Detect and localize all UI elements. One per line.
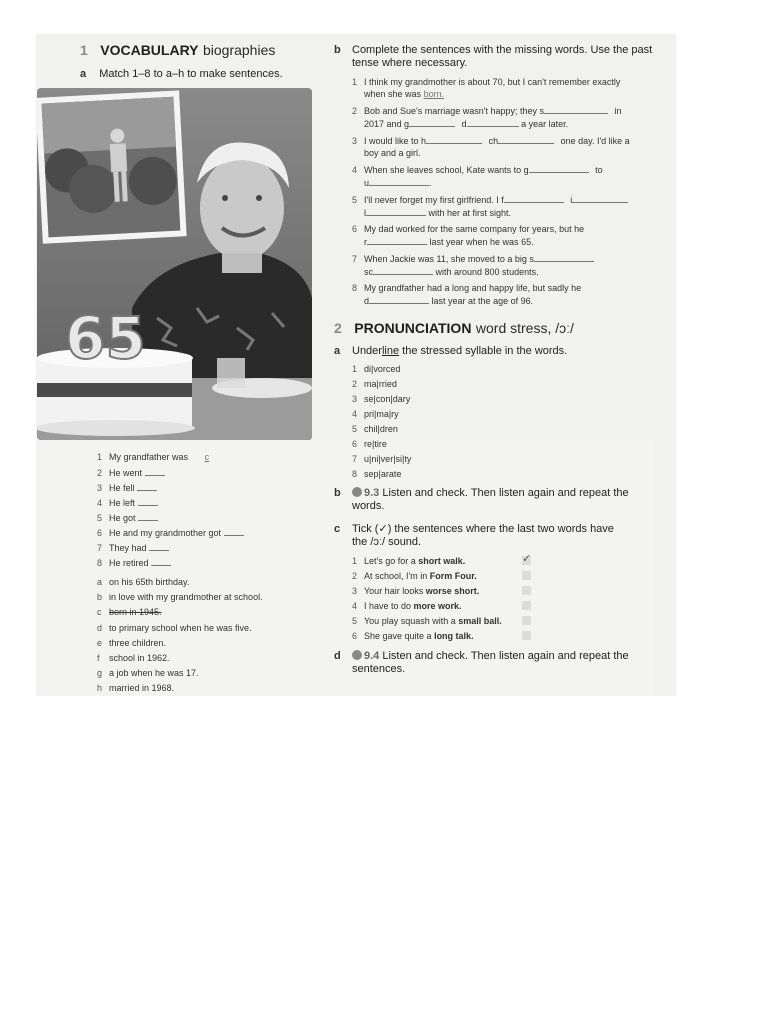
tick-box[interactable]: [522, 601, 531, 610]
section2-d-instruction: Listen and check. Then listen again and repeat the sentences.: [352, 650, 629, 675]
word-retire[interactable]: re|tire: [364, 439, 387, 449]
list-item: 3 He fell: [97, 481, 317, 496]
section2-a-instruction: Underline the stressed syllable in the words.: [352, 345, 568, 357]
tick-box[interactable]: [522, 586, 531, 595]
answer-blank[interactable]: [137, 481, 157, 491]
section1-a-list: [97, 451, 317, 571]
section1-b-letter: b: [334, 44, 341, 56]
answer-blank[interactable]: [504, 193, 564, 203]
word-separate[interactable]: sep|arate: [364, 469, 402, 479]
answer-blank[interactable]: [138, 496, 158, 506]
list-item: 4 He left: [97, 496, 317, 511]
list-item: b in love with my grandmother at school.: [97, 592, 263, 603]
answer-blank[interactable]: [529, 163, 589, 173]
answer-blank[interactable]: [151, 556, 171, 566]
sentence-5: 5 I'll never forget my first girlfriend. I f i l with her at first sight.: [352, 193, 670, 219]
list-item: 1 Let's go for a short walk. ✓: [352, 553, 532, 566]
word-university[interactable]: u|ni|ver|si|ty: [364, 454, 412, 464]
section2-c-list: [352, 555, 552, 645]
section1-b-instruction: Complete the sentences with the missing words. Use the past tense where necessary.: [352, 44, 653, 69]
sentence-6: 6 My dad worked for the same company for years, but he r last year when he was 65.: [352, 224, 585, 247]
list-item: 3 Your hair looks worse short.: [352, 585, 552, 600]
list-item: 2 At school, I'm in Form Four.: [352, 570, 552, 585]
sentence-2: 2 Bob and Sue's marriage wasn't happy; they s in 2017 and g d a year later.: [352, 106, 622, 129]
list-item: 8 He retired: [97, 556, 317, 571]
list-item: 1 di|vorced: [352, 364, 401, 374]
section1-a-instruction-row: [80, 68, 283, 81]
section1-a-endings: [97, 576, 327, 698]
section1-title: VOCABULARY: [100, 42, 199, 58]
answer-blank[interactable]: [498, 134, 554, 144]
section1-subtitle: biographies: [202, 42, 276, 58]
track-number: 9.4: [364, 650, 380, 662]
answer-blank[interactable]: [426, 134, 482, 144]
answer-blank[interactable]: [149, 541, 169, 551]
section2-d-letter: d: [334, 650, 341, 662]
list-item: a on his 65th birthday.: [97, 577, 190, 587]
tick-icon: ✓: [522, 553, 532, 565]
audio-speaker-icon[interactable]: [352, 487, 362, 497]
tick-box[interactable]: [522, 631, 531, 640]
list-item: d to primary school when he was five.: [97, 622, 252, 633]
cake-candles-65: 65: [65, 304, 146, 372]
list-item: 5 He got: [97, 511, 317, 526]
list-item: 4 pri|ma|ry: [352, 409, 399, 419]
section2-b-letter: b: [334, 487, 341, 499]
word-primary[interactable]: pri|ma|ry: [364, 409, 399, 419]
list-item: 7 They had: [97, 541, 317, 556]
list-item: 4 I have to do more work.: [352, 600, 552, 615]
tick-box[interactable]: [522, 571, 531, 580]
answer-blank[interactable]: [366, 206, 426, 216]
list-item: 5 You play squash with a small ball.: [352, 615, 552, 630]
sentence-7: 7 When Jackie was 11, she moved to a big s sc with around 800 students.: [352, 252, 670, 278]
list-item: e three children.: [97, 637, 167, 648]
sentence-4: 4 When she leaves school, Kate wants to g to u .: [352, 165, 603, 188]
list-item: 6 She gave quite a long talk.: [352, 630, 552, 645]
list-item: 2 ma|rried: [352, 379, 397, 389]
list-item: f school in 1962.: [97, 652, 170, 663]
answer-blank[interactable]: [369, 294, 429, 304]
word-married[interactable]: ma|rried: [364, 379, 397, 389]
section1-a-instruction: Match 1–8 to a–h to make sentences.: [99, 68, 283, 80]
sentence-8: 8 My grandfather had a long and happy life, but sadly he d last year at the age of 96.: [352, 283, 582, 306]
answer-blank[interactable]: [224, 526, 244, 536]
word-divorced[interactable]: di|vorced: [364, 364, 401, 374]
section2-c-row: [334, 523, 664, 549]
list-item: 3 se|con|dary: [352, 394, 411, 404]
answer-blank[interactable]: [534, 252, 594, 262]
tick-box[interactable]: [522, 616, 531, 625]
answer-blank[interactable]: [138, 511, 158, 521]
section2-subtitle: word stress, /ɔː/: [475, 320, 574, 336]
section2-a-instruction-row: [334, 345, 664, 358]
list-item: 7 u|ni|ver|si|ty: [352, 454, 412, 464]
list-item: h married in 1968.: [97, 683, 175, 694]
section2-c-letter: c: [334, 523, 341, 535]
list-item: 2 He went: [97, 466, 317, 481]
list-item: g a job when he was 17.: [97, 668, 199, 679]
list-item: 1 My grandfather was c: [97, 451, 317, 466]
sentence-3: 3 I would like to h ch one day. I'd like a boy and a girl.: [352, 136, 630, 158]
answer-example: c: [204, 452, 210, 462]
answer-blank[interactable]: [369, 176, 429, 186]
list-item: 6 re|tire: [352, 439, 387, 449]
section1-a-letter: a: [80, 68, 87, 80]
section2-title: PRONUNCIATION: [354, 320, 472, 336]
section1-b-sentences: [352, 76, 670, 307]
section2-d-row: [334, 650, 664, 676]
list-item: 5 chil|dren: [352, 424, 398, 434]
section1-b-instruction-row: [334, 44, 664, 70]
answer-blank[interactable]: [145, 466, 165, 476]
section2-header: [334, 320, 574, 338]
sentence-1: 1 I think my grandmother is about 70, but I can't remember exactly when she was born.: [352, 77, 621, 99]
list-item-used: c born in 1945.: [97, 607, 162, 618]
track-number: 9.3: [364, 487, 380, 499]
answer-blank[interactable]: [572, 193, 628, 203]
section2-c-instruction: Tick (✓) the sentences where the last two words have the /ɔː/ sound.: [352, 523, 614, 548]
answer-blank[interactable]: [373, 265, 433, 275]
section1-number: 1: [80, 42, 88, 58]
answer-blank[interactable]: [409, 117, 455, 127]
photo-illustration: [37, 88, 312, 440]
answer-example: born.: [423, 89, 445, 99]
section2-a-words: [352, 363, 502, 483]
answer-blank[interactable]: [367, 235, 427, 245]
section1-header: [80, 42, 275, 60]
audio-speaker-icon[interactable]: [352, 650, 362, 660]
answer-blank[interactable]: [544, 104, 608, 114]
section2-a-letter: a: [334, 345, 341, 357]
word-children[interactable]: chil|dren: [364, 424, 398, 434]
word-secondary[interactable]: se|con|dary: [364, 394, 411, 404]
section2-number: 2: [334, 320, 342, 336]
list-item: 6 He and my grandmother got: [97, 526, 317, 541]
section2-b-instruction: Listen and check. Then listen again and repeat the words.: [352, 487, 629, 512]
list-item: 8 sep|arate: [352, 469, 402, 479]
section2-b-row: [334, 487, 664, 513]
grandfather-photo: [37, 88, 312, 440]
answer-blank[interactable]: [467, 117, 519, 127]
